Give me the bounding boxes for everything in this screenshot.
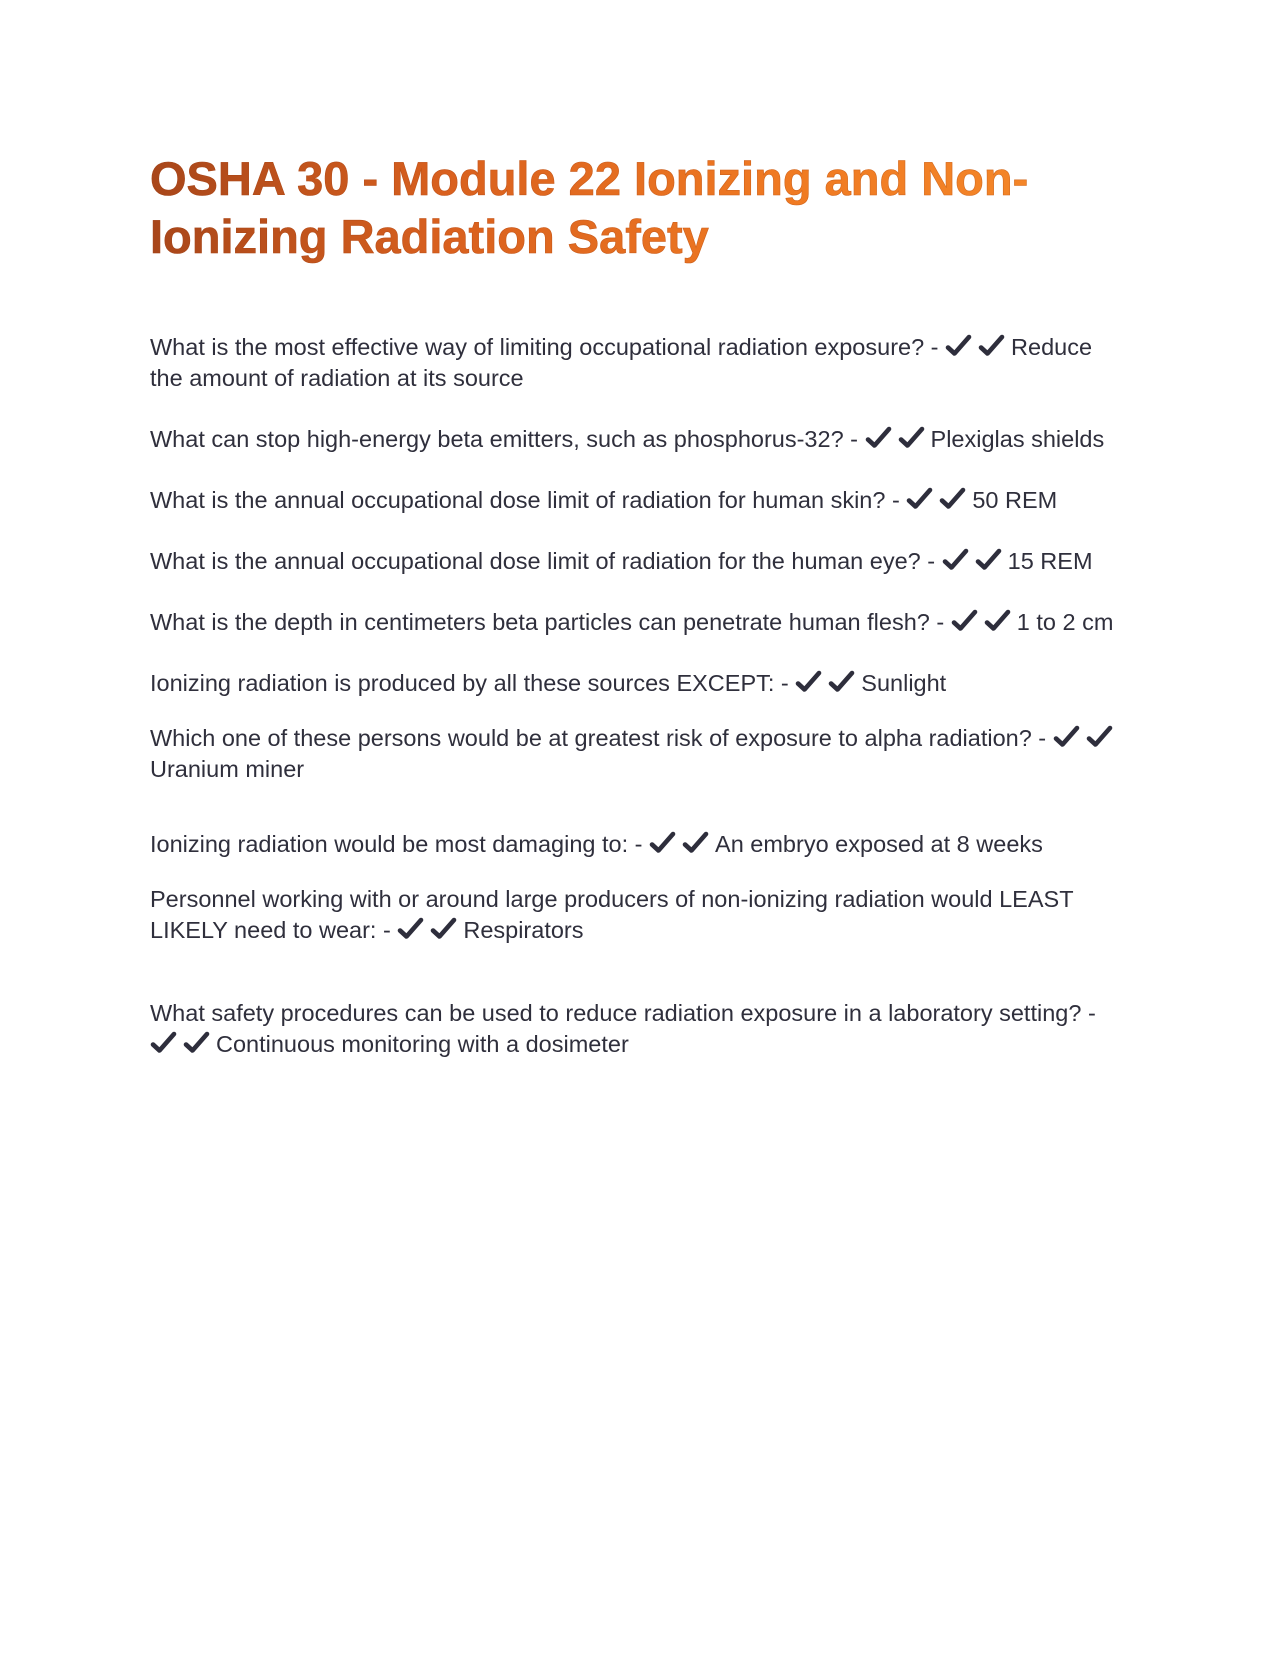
qa-item (150, 424, 1130, 455)
check-mark-icon (945, 334, 976, 358)
check-mark-icon (828, 670, 859, 694)
qa-item (150, 607, 1130, 638)
answer-text: Sunlight (861, 670, 947, 696)
check-mark-icon (795, 670, 826, 694)
question-text: Which one of these persons would be at greatest risk of exposure to alpha radiation? - (150, 725, 1047, 751)
qa-list (150, 332, 1130, 1060)
answer-text: Reduce the amount of radiation at its source (150, 334, 1093, 391)
answer-text: Respirators (463, 917, 584, 943)
question-text: Ionizing radiation would be most damaging to: - (150, 831, 643, 857)
answer-text: Plexiglas shields (930, 426, 1105, 452)
check-mark-icon (397, 917, 428, 941)
qa-item (150, 332, 1130, 394)
check-mark-icon (183, 1031, 214, 1055)
check-mark-icon (939, 487, 970, 511)
qa-item (150, 884, 1130, 946)
question-text: What safety procedures can be used to reduce radiation exposure in a laboratory setting? - (150, 1000, 1096, 1026)
check-mark-icon (430, 917, 461, 941)
check-mark-icon (1086, 725, 1117, 749)
check-mark-icon (942, 548, 973, 572)
document-title: OSHA 30 - Module 22 Ionizing and Non-Ionizing Radiation Safety (150, 150, 1130, 266)
answer-text: Uranium miner (150, 756, 305, 782)
qa-item (150, 998, 1130, 1060)
answer-text: An embryo exposed at 8 weeks (715, 831, 1043, 857)
question-text: What is the most effective way of limiting occupational radiation exposure? - (150, 334, 939, 360)
check-mark-icon (865, 426, 896, 450)
check-mark-icon (906, 487, 937, 511)
question-text: Ionizing radiation is produced by all these sources EXCEPT: - (150, 670, 789, 696)
check-mark-icon (150, 1031, 181, 1055)
answer-text: Continuous monitoring with a dosimeter (216, 1031, 629, 1057)
question-text: What is the depth in centimeters beta particles can penetrate human flesh? - (150, 609, 945, 635)
question-text: What can stop high-energy beta emitters, such as phosphorus-32? - (150, 426, 858, 452)
question-text: Personnel working with or around large producers of non-ionizing radiation would LEAST LIKELY need to wear: - (150, 886, 1074, 943)
answer-text: 50 REM (972, 487, 1058, 513)
qa-item (150, 829, 1130, 860)
check-mark-icon (951, 609, 982, 633)
check-mark-icon (975, 548, 1006, 572)
question-text: What is the annual occupational dose limit of radiation for the human eye? - (150, 548, 936, 574)
qa-item (150, 668, 1130, 699)
check-mark-icon (984, 609, 1015, 633)
document-page (150, 150, 1130, 1084)
qa-item (150, 485, 1130, 516)
answer-text: 1 to 2 cm (1016, 609, 1114, 635)
check-mark-icon (649, 831, 680, 855)
check-mark-icon (1053, 725, 1084, 749)
question-text: What is the annual occupational dose limit of radiation for human skin? - (150, 487, 900, 513)
answer-text: 15 REM (1007, 548, 1093, 574)
check-mark-icon (978, 334, 1009, 358)
check-mark-icon (682, 831, 713, 855)
qa-item (150, 546, 1130, 577)
check-mark-icon (898, 426, 929, 450)
qa-item (150, 723, 1130, 785)
